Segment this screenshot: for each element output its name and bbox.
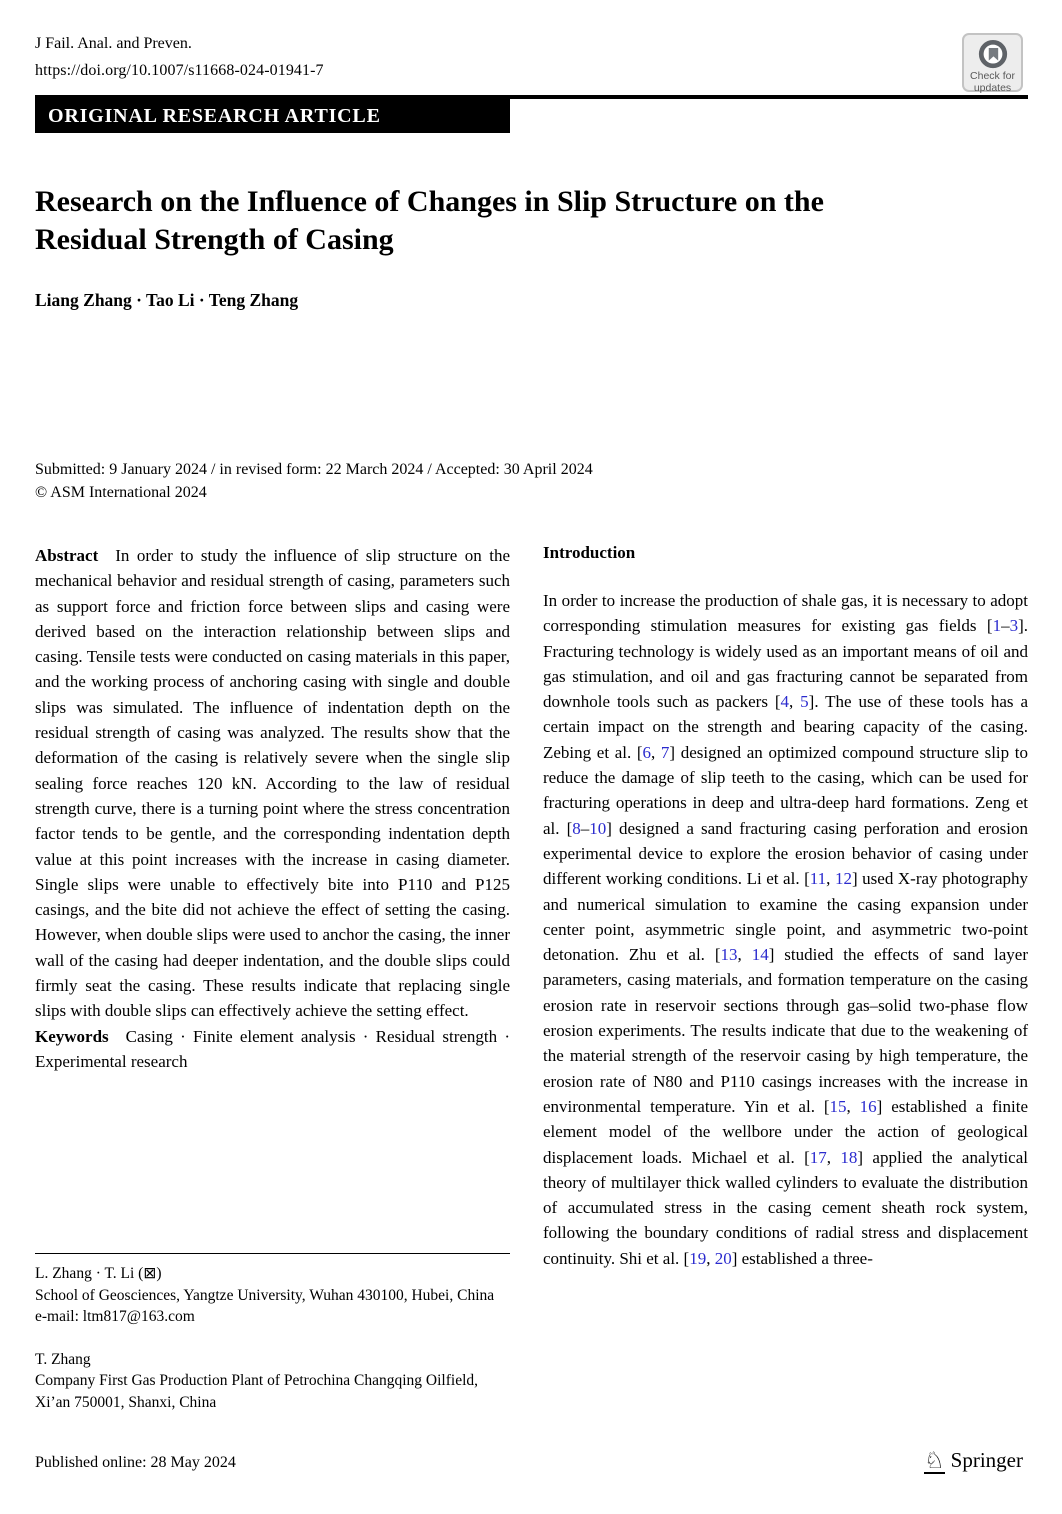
article-type-banner	[35, 95, 1028, 133]
introduction-paragraph	[543, 588, 1028, 1271]
article-type-box	[35, 99, 510, 133]
springer-wordmark: Springer	[950, 1448, 1023, 1472]
citation-link[interactable]: 7	[660, 742, 670, 762]
footnote-email-line	[35, 1306, 510, 1328]
copyright-line: © ASM International 2024	[35, 484, 207, 501]
footnote-authors: L. Zhang · T. Li (⊠)	[35, 1265, 162, 1282]
author-footnotes	[35, 1253, 510, 1413]
citation-link[interactable]: 4	[780, 692, 789, 712]
paragraph-text: ] designed a sand fracturing casing perforation and erosion experimental device to explore the erosion behavior of casing under different working conditions. Li et al. [	[543, 818, 1028, 889]
springer-logo[interactable]	[924, 1448, 1023, 1473]
keywords-heading: Keywords	[35, 1026, 109, 1046]
citation-link[interactable]: 5	[800, 692, 809, 712]
paragraph-text: ] studied the effects of sand layer parameters, casing materials, and formation temperature on the casing erosion rate in reservoir sections through gas–solid two-phase flow erosion experiments. The results indicate that due to the weakening of the material strength of the reservoir casing by high temperature, the erosion rate of N80 and P110 casings increases with the increase in environmental temperature. Yin et al. [	[543, 945, 1029, 1116]
left-column	[35, 543, 510, 1415]
check-updates-badge[interactable]	[962, 33, 1023, 92]
check-updates-label-line1: Check for	[970, 70, 1015, 82]
article-type-label: ORIGINAL RESEARCH ARTICLE	[48, 104, 381, 127]
citation-link[interactable]: 10	[589, 818, 607, 838]
paragraph-text: ,	[826, 1147, 841, 1167]
paragraph-text: ]. Fracturing technology is widely used as an important means of oil and gas stimulation, and oil and gas fracturing cannot be separated from downhole tools such as packers [	[543, 616, 1028, 712]
history-dates: Submitted: 9 January 2024 / in revised form: 22 March 2024 / Accepted: 30 April 2024	[35, 461, 593, 478]
right-column	[543, 543, 1028, 1415]
submission-history	[35, 458, 593, 504]
citation-link[interactable]: 18	[840, 1147, 858, 1167]
introduction-heading: Introduction	[543, 543, 636, 562]
keywords-paragraph	[35, 1024, 510, 1075]
abstract-text: In order to study the influence of slip structure on the mechanical behavior and residual strength of casing, parameters such as support force and friction force between slips and casing were derived based on the interaction relationship between slips and casing. Tensile tests were conducted on casing materials in this paper, and the working process of anchoring casing with single and double slips was simulated. The influence of indentation depth on the residual strength of casing was analyzed. The results show that the deformation of the casing is relatively severe when the single slip sealing force reaches 120 kN. According to the law of residual strength curve, there is a turning point where the stress concentration factor tends to be gentle, and the corresponding indentation depth value at this point increases with the increase in casing diameter. Single slips were unable to effectively bite into P110 and P125 casings, and the bite did not achieve the effect of setting the casing. However, when double slips were used to anchor the casing, the inner wall of the casing had deeper indentation, and the double slips could firmly seat the casing. These results indicate that replacing single slips with double slips can effectively achieve the setting effect.	[35, 546, 510, 1021]
citation-link[interactable]: 14	[751, 945, 769, 965]
citation-link[interactable]: 3	[1009, 616, 1019, 636]
citation-link[interactable]: 20	[714, 1248, 732, 1268]
email-link[interactable]: ltm817@163.com	[82, 1308, 195, 1325]
correspondence-footnote	[35, 1263, 510, 1328]
page-title: Research on the Influence of Changes in Slip Structure on the Residual Strength of Casing	[35, 185, 824, 256]
article-body	[35, 543, 1028, 1415]
springer-knight-icon: ♘	[924, 1448, 945, 1473]
citation-link[interactable]: 11	[809, 869, 827, 889]
abstract-paragraph	[35, 543, 510, 1024]
authors-line: Liang Zhang · Tao Li · Teng Zhang	[35, 290, 299, 310]
citation-link[interactable]: 1	[992, 616, 1002, 636]
abstract-heading: Abstract	[35, 546, 99, 565]
citation-link[interactable]: 16	[859, 1096, 877, 1116]
footnote-affiliation: Company First Gas Production Plant of Petrochina Changqing Oilfield, Xi’an 750001, Shanxi, China	[35, 1372, 478, 1411]
journal-doi-link[interactable]: https://doi.org/10.1007/s11668-024-01941-7	[35, 62, 324, 79]
paragraph-text: In order to increase the production of shale gas, it is necessary to adopt corresponding stimulation measures for existing gas fields [	[543, 591, 1028, 636]
paragraph-text: ] established a finite element model of the wellbore under the action of geological displacement loads. Michael et al. [	[543, 1096, 1028, 1167]
journal-header	[35, 30, 324, 84]
published-online: Published online: 28 May 2024	[35, 1454, 236, 1471]
citation-link[interactable]: 13	[720, 945, 738, 965]
check-updates-icon	[977, 39, 1009, 71]
paragraph-text: ] applied the analytical theory of multilayer thick walled cylinders to evaluate the distribution of accumulated stress in the casing cement sheath rock system, following the boundary conditions of radial stress and displacement continuity. Shi et al. [	[543, 1147, 1028, 1268]
citation-link[interactable]: 12	[834, 869, 852, 889]
paragraph-text: ,	[651, 742, 661, 762]
paragraph-text: ,	[846, 1096, 860, 1116]
citation-link[interactable]: 17	[809, 1147, 827, 1167]
paragraph-text: ] established a three-	[731, 1248, 873, 1268]
paragraph-text: –	[580, 818, 590, 838]
email-label: e-mail:	[35, 1308, 83, 1325]
citation-link[interactable]: 15	[829, 1096, 847, 1116]
keywords-text: Casing · Finite element analysis · Residual strength · Experimental research	[35, 1026, 510, 1071]
footnote-authors: T. Zhang	[35, 1350, 91, 1368]
footnote-affiliation: School of Geosciences, Yangtze University, Wuhan 430100, Hubei, China	[35, 1286, 495, 1304]
paragraph-text: ,	[737, 945, 752, 965]
page-footer	[35, 1448, 1023, 1473]
paragraph-text: ] used X-ray photography and numerical simulation to examine the casing expansion under center point, asymmetric single point, and asymmetric two-point detonation. Zhu et al. [	[543, 869, 1029, 965]
paragraph-text: ,	[706, 1248, 715, 1268]
paragraph-text: ] designed an optimized compound structure slip to reduce the damage of slip teeth to the casing, which can be used for fracturing operations in deep and ultra-deep hard formations. Zeng et al. [	[543, 742, 1028, 838]
citation-link[interactable]: 8	[572, 818, 581, 838]
check-updates-label-line2: updates	[973, 81, 1012, 94]
affiliation-footnote	[35, 1349, 510, 1414]
paragraph-text: ,	[789, 692, 801, 712]
journal-name: J Fail. Anal. and Preven.	[35, 35, 192, 52]
paragraph-text: –	[1001, 616, 1010, 636]
citation-link[interactable]: 19	[689, 1248, 707, 1268]
paragraph-text: ,	[826, 869, 835, 889]
footnote-divider	[35, 1253, 510, 1254]
paragraph-text: ]. The use of these tools has a certain impact on the strength and bearing capacity of the casing. Zebing et al. [	[543, 692, 1028, 762]
citation-link[interactable]: 6	[642, 742, 652, 762]
